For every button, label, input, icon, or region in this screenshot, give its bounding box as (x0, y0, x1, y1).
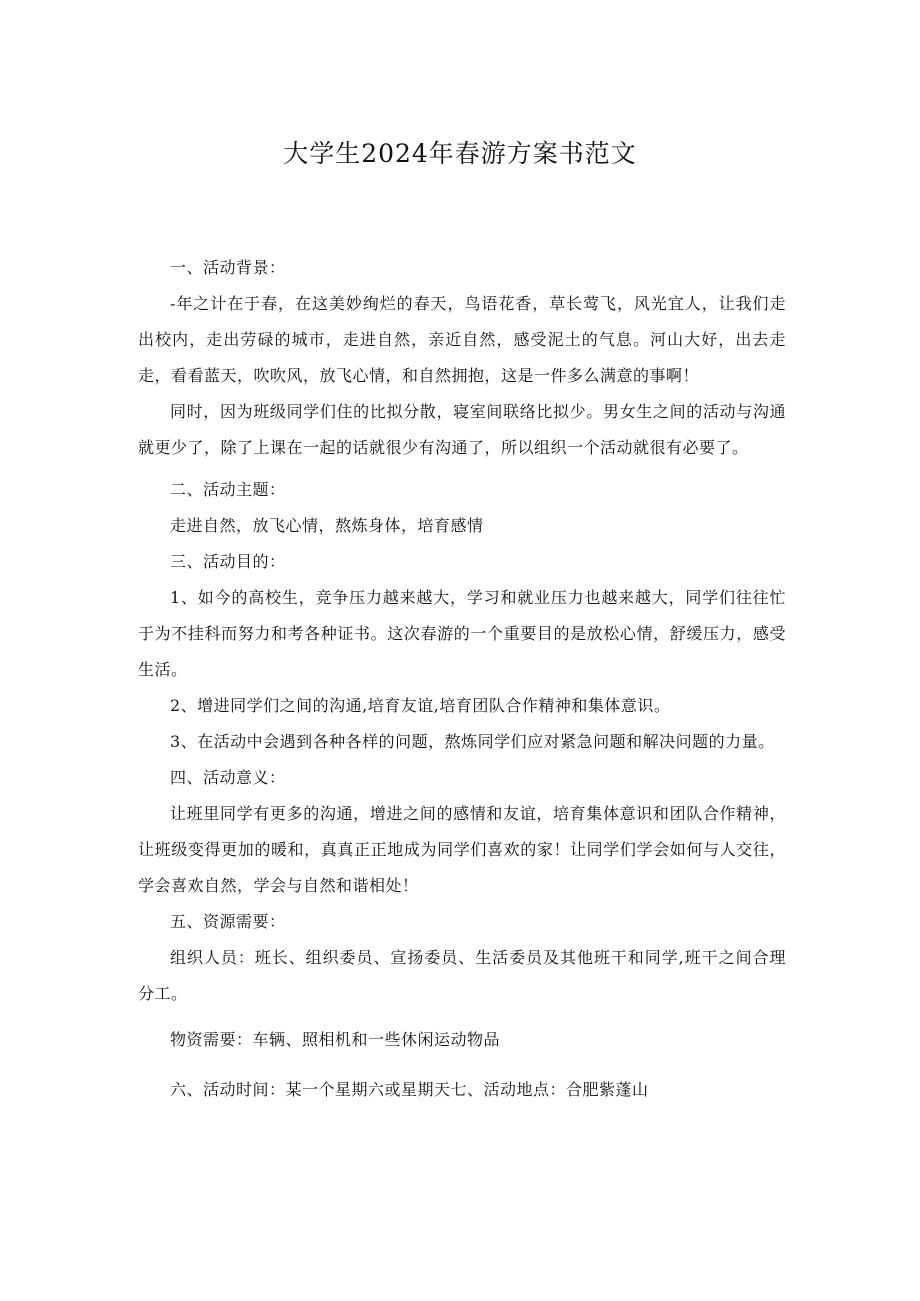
paragraph-purpose-1: 1、如今的高校生，竞争压力越来越大，学习和就业压力也越来越大，同学们往往忙于为不挂科而努力和考各种证书。这次春游的一个重要目的是放松心情，舒缓压力，感受生活。 (138, 588, 786, 679)
paragraph-time-location: 六、活动时间：某一个星期六或星期天七、活动地点：合肥紫蓬山 (170, 1080, 649, 1099)
paragraph-resources-staff: 组织人员：班长、组织委员、宣扬委员、生活委员及其他班干和同学,班干之间合理分工。 (138, 948, 786, 1003)
paragraph-purpose-3: 3、在活动中会遇到各种各样的问题，熬炼同学们应对紧急问题和解决问题的力量。 (170, 732, 775, 751)
paragraph-resources-materials: 物资需要：车辆、照相机和一些休闲运动物品 (170, 1030, 501, 1049)
section-heading-background: 一、活动背景： (170, 258, 286, 277)
document-title: 大学生2024年春游方案书范文 (283, 139, 637, 168)
section-heading-significance: 四、活动意义： (170, 768, 286, 787)
section-heading-theme: 二、活动主题： (170, 480, 286, 499)
paragraph-background-2: 同时，因为班级同学们住的比拟分散，寝室间联络比拟少。男女生之间的活动与沟通就更少了，除了上课在一起的话就很少有沟通了，所以组织一个活动就很有必要了。 (138, 402, 786, 457)
document-body (138, 250, 786, 1108)
section-heading-resources: 五、资源需要： (170, 912, 286, 931)
section-heading-purpose: 三、活动目的： (170, 552, 286, 571)
paragraph-significance: 让班里同学有更多的沟通，增进之间的感情和友谊，培育集体意识和团队合作精神，让班级变得更加的暖和，真真正正地成为同学们喜欢的家！让同学们学会如何与人交往，学会喜欢自然，学会与自然和谐相处！ (138, 804, 786, 895)
paragraph-purpose-2: 2、增进同学们之间的沟通,培育友谊,培育团队合作精神和集体意识。 (170, 696, 671, 715)
paragraph-background-1: -年之计在于春，在这美妙绚烂的春天，鸟语花香，草长莺飞，风光宜人，让我们走出校内，走出劳碌的城市，走进自然，亲近自然，感受泥土的气息。河山大好，出去走走，看看蓝天，吹吹风，放飞心情，和自然拥抱，这是一件多么满意的事啊！ (138, 294, 786, 385)
paragraph-theme: 走进自然，放飞心情，熬炼身体，培育感情 (170, 516, 484, 535)
